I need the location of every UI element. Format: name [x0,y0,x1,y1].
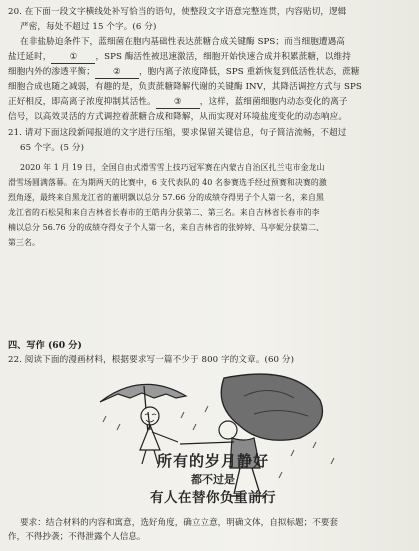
question-20 [8,5,411,125]
news-line: 楠以总分 56.76 分的成绩夺得女子个人第一名，来自吉林省的张婷婷、马亭妮分获第二、 [8,223,324,232]
news-line: 龙江省的石松昊和来自吉林省长春市的王皓冉分获第二、第三名。来自吉林省长春市的李 [8,208,320,217]
q20-passage-line-3 [8,65,411,80]
q20-text-fragment: 正好相反，即高离子浓度抑制其活性。 [8,97,156,107]
news-line: 烈角逐，最终来自黑龙江省的董明飘以总分 57.66 分的成绩夺得男子个人第一名，来自黑 [8,193,324,202]
cartoon-caption-line-2: 都不过是 [191,473,235,486]
q20-passage-line-6: 信号，以高效灵活的方式调控着蔗糖合成和降解，从而实现对环境盐度变化的动态响应。 [8,112,348,122]
requirement-line-1: 要求：结合材料的内容和寓意，选好角度，确立立意，明确文体，自拟标题；不要套 [20,518,338,528]
blank-2: ② [95,67,139,79]
blank-3: ③ [156,97,200,109]
q21-news-passage [8,160,411,250]
q20-passage-line-2 [8,50,411,65]
cartoon-caption-line-3: 有人在替你负重前行 [150,490,276,506]
q20-text-fragment: ，SPS 酶活性被迅速激活，细胞开始快速合成并积累蔗糖，以维持 [95,52,351,62]
q20-stem-line-2: 严密，每处不超过 15 个字。(6 分) [20,22,157,32]
q20-text-fragment: 细胞内外的渗透平衡； [8,67,95,77]
cartoon-caption-line-1: 所有的岁月静好 [156,452,269,470]
news-line: 2020 年 1 月 19 日，全国自由式滑雪雪上技巧冠军赛在内蒙古自治区扎兰屯市金龙山 [20,163,325,172]
q20-passage-line-5 [8,95,411,110]
q20-passage-line-4: 细胞合成也随之减弱，有趣的是，负责蔗糖降解代谢的关键酶 INV，其降活调控方式与 SPS [8,82,362,92]
blank-1: ① [51,52,95,64]
q20-passage-line-1: 在非盐胁迫条件下，蓝细菌在胞内基础性表达蔗糖合成关键酶 SPS；而当细胞遭遇高 [20,37,345,47]
question-22 [8,353,411,368]
q20-stem-line-1: 20. 在下面一段文字横线处补写恰当的语句，使整段文字语意完整连贯，内容贴切，逻辑 [8,7,347,17]
q21-stem-line-1: 21. 请对下面这段新闻报道的文字进行压缩，要求保留关键信息，句子简洁流畅，不超过 [8,128,347,138]
q20-text-fragment: 盐迁延时， [8,52,52,62]
q21-stem-line-2: 65 个字。(5 分) [20,143,85,153]
q20-text-fragment: ，胞内离子浓度降低，SPS 重新恢复到低活性状态，蔗糖 [138,67,360,77]
requirement-line-2: 作，不得抄袭；不得泄露个人信息。 [8,532,146,542]
question-21 [8,126,411,156]
q20-text-fragment: ，这样，蓝细菌细胞内动态变化的离子 [199,97,348,107]
news-line: 第三名。 [8,238,40,247]
section-title: 四、写作 (60 分) [8,340,82,351]
q22-stem: 22. 阅读下面的漫画材料，根据要求写一篇不少于 800 字的文章。(60 分) [8,355,295,365]
news-line: 滑雪场圆满落幕。在为期两天的比赛中，6 支代表队的 40 名参赛选手经过预赛和决赛的激 [8,178,327,187]
umbrella-icon [100,384,186,434]
writing-requirements [8,516,411,544]
